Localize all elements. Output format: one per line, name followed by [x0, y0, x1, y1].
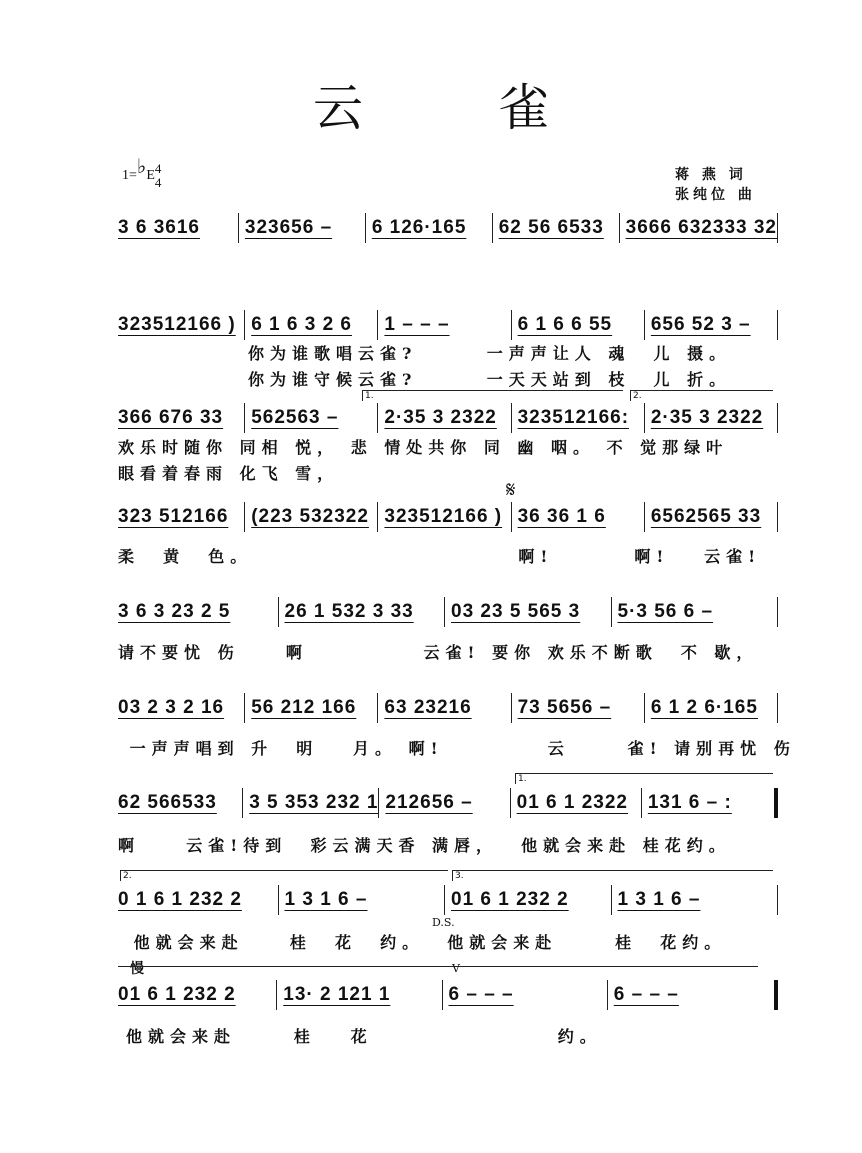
measure: 5·3 56 6 –	[611, 597, 778, 627]
measure: 212656 –	[378, 788, 509, 818]
measure: 63 23216	[377, 693, 510, 723]
end-barline	[774, 980, 778, 1010]
lyric-line: 柔 黄 色。 啊! 啊! 云雀!	[118, 547, 762, 566]
measure: 6 – – –	[442, 980, 607, 1010]
lyric-line: 你为谁守候云雀? 一天天站到 枝 儿 折。	[248, 370, 732, 389]
measure: 1 3 1 6 –	[278, 885, 445, 915]
volta-1: 1.	[362, 390, 623, 401]
measure: 01 6 1 232 2	[444, 885, 611, 915]
staff-row	[118, 788, 778, 818]
lyricist-credit: 蒋 燕 词	[675, 167, 747, 183]
staff-row	[118, 597, 778, 627]
measure: 6 – – –	[607, 980, 772, 1010]
end-barline	[774, 788, 778, 818]
staff-row	[118, 980, 778, 1010]
staff-row	[118, 310, 778, 340]
key-note: E	[146, 168, 155, 183]
measure: 0 1 6 1 232 2	[118, 889, 242, 910]
staff-row	[118, 403, 778, 433]
time-top: 4	[154, 160, 162, 176]
measure: 1 – – –	[377, 310, 510, 340]
measure: 03 23 5 565 3	[444, 597, 611, 627]
composer-credit: 张纯位 曲	[675, 187, 756, 203]
lyric-line: 你为谁歌唱云雀? 一声声让人 魂 儿 摄。	[248, 344, 732, 363]
measure: 01 6 1 2322	[510, 788, 641, 818]
end-barline	[777, 403, 778, 433]
measure: 131 6 – :	[641, 788, 772, 818]
breath-mark: V	[452, 962, 460, 975]
lyric-line: 欢乐时随你 同相 悦， 悲 情处共你 同 幽 咽。 不 觉那绿叶	[118, 438, 729, 457]
measure: 323656 –	[238, 213, 365, 243]
measure: 3666 632333 32	[619, 213, 777, 243]
measure: 62 566533	[118, 792, 217, 813]
measure: 323 512166	[118, 506, 229, 527]
measure: 01 6 1 232 2	[118, 984, 236, 1005]
measure: 1 3 1 6 –	[611, 885, 778, 915]
measure: 323512166 )	[118, 314, 236, 335]
staff-row	[118, 885, 778, 915]
measure: (223 532322	[244, 502, 377, 532]
time-signature	[155, 162, 162, 190]
volta-1: 1.	[515, 773, 773, 784]
key-prefix: 1=	[122, 168, 137, 183]
end-barline	[777, 885, 778, 915]
measure: 3 5 353 232 1	[242, 788, 378, 818]
volta-3: 3.	[452, 870, 773, 881]
staff-row	[118, 502, 778, 532]
flat-icon: ♭	[136, 156, 147, 178]
key-signature	[122, 156, 162, 190]
measure: 26 1 532 3 33	[278, 597, 445, 627]
lyric-line: 一声声唱到 升 明 月。 啊! 云 雀! 请别再忧 伤	[118, 739, 796, 758]
measure: 323512166 )	[377, 502, 510, 532]
measure: 6 1 6 6 55	[511, 310, 644, 340]
measure: 3 6 3616	[118, 217, 200, 238]
lyric-line: 他就会来赴 桂 花 约。 他就会来赴 桂 花约。	[122, 933, 727, 952]
measure: 6 1 6 3 2 6	[244, 310, 377, 340]
tempo-slow: 慢	[130, 961, 144, 977]
measure: 03 2 3 2 16	[118, 697, 225, 718]
volta-2: 2.	[630, 390, 773, 401]
measure: 13· 2 121 1	[276, 980, 441, 1010]
measure: 323512166:	[511, 403, 644, 433]
lyric-line: 眼看着春雨 化飞 雪，	[118, 464, 340, 483]
song-title: 云 雀	[313, 79, 609, 137]
measure: 656 52 3 –	[644, 310, 777, 340]
measure: 36 36 1 6	[511, 502, 644, 532]
measure: 73 5656 –	[511, 693, 644, 723]
end-barline	[777, 693, 778, 723]
tempo-line	[118, 966, 758, 967]
measure: 2·35 3 2322	[377, 403, 510, 433]
measure: 6 126·165	[365, 213, 492, 243]
end-barline	[777, 502, 778, 532]
measure: 6562565 33	[644, 502, 777, 532]
volta-2: 2.	[120, 870, 448, 881]
end-barline	[777, 597, 778, 627]
lyric-line: 请不要忧 伤 啊 云雀! 要你 欢乐不断歌 不 歇，	[118, 643, 759, 662]
measure: 6 1 2 6·165	[644, 693, 777, 723]
lyric-line: 啊 云雀!待到 彩云满天香 满唇， 他就会来赴 桂花约。	[118, 836, 731, 855]
measure: 56 212 166	[244, 693, 377, 723]
lyric-line: 他就会来赴 桂 花 约。	[126, 1027, 602, 1046]
staff-row	[118, 693, 778, 723]
segno-icon: 𝄋	[506, 478, 516, 503]
end-barline	[777, 310, 778, 340]
measure: 2·35 3 2322	[644, 403, 777, 433]
measure: 62 56 6533	[492, 213, 619, 243]
measure: 562563 –	[244, 403, 377, 433]
time-bottom: 4	[154, 174, 162, 190]
staff-row	[118, 213, 778, 243]
ds-mark: D.S.	[432, 916, 455, 929]
measure: 3 6 3 23 2 5	[118, 601, 231, 622]
end-barline	[777, 213, 778, 243]
measure: 366 676 33	[118, 407, 224, 428]
